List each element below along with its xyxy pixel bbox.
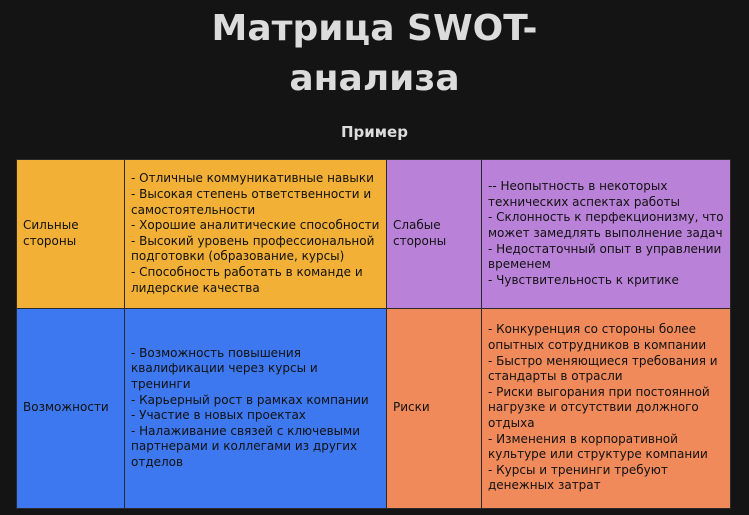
threats-item: - Конкуренция со стороны более опытных сотрудников в компании [488,322,707,353]
strengths-item: - Отличные коммуникативные навыки [131,171,374,186]
page-title [0,4,749,104]
strengths-items [125,160,387,309]
weaknesses-items [482,160,731,309]
threats-item: - Риски выгорания при постоянной нагрузке и отсутствии должного отдыха [488,384,710,431]
opportunities-item: - Налаживание связей с ключевыми партнерами и коллегами из других отделов [131,423,360,470]
threats-item: - Курсы и тренинги требуют денежных затрат [488,462,668,493]
threats-label: Риски [387,308,482,508]
weaknesses-item: - Недостаточный опыт в управлении временем [488,241,722,272]
threats-items [482,308,731,508]
opportunities-label: Возможности [17,308,125,508]
strengths-item: - Высокая степень ответственности и самостоятельности [131,186,372,217]
weaknesses-item: - Склонность к перфекционизму, что может замедлять выполнение задач [488,210,724,240]
opportunities-items [125,308,387,508]
weaknesses-item: - Чувствительность к критике [488,272,679,287]
opportunities-item: - Возможность повышения квалификации через курсы и тренинги [131,345,318,392]
weaknesses-item: -- Неопытность в некоторых технических аспектах работы [488,179,681,209]
threats-item: - Быстро меняющиеся требования и стандарты в отрасли [488,353,718,384]
swot-row-external [17,308,731,508]
opportunities-item: - Карьерный рост в рамках компании [131,392,369,407]
strengths-item: - Высокий уровень профессиональной подготовки (образование, курсы) [131,233,375,264]
page-subtitle: Пример [341,123,408,141]
swot-matrix [16,159,731,509]
strengths-item: - Способность работать в команде и лидерские качества [131,264,363,295]
threats-item: - Изменения в корпоративной культуре или структуре компании [488,431,708,462]
weaknesses-label: Слабые стороны [387,160,482,309]
opportunities-item: - Участие в новых проектах [131,408,306,423]
strengths-item: - Хорошие аналитические способности [131,218,380,233]
title-line-1: Матрица SWOT- [211,8,538,49]
title-line-2: анализа [289,58,460,99]
swot-row-internal [17,160,731,309]
strengths-label: Сильные стороны [17,160,125,309]
